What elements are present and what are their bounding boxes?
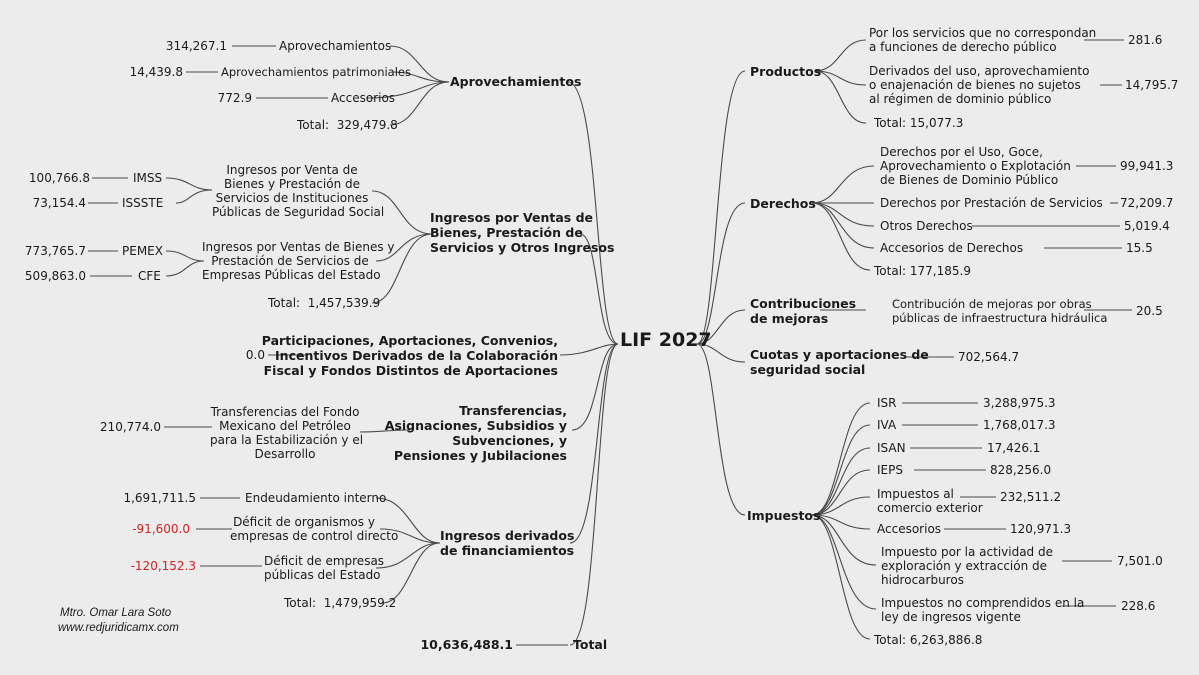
total-row: Total: 329,479.8	[297, 118, 398, 132]
cat-productos-title: Productos	[750, 64, 822, 79]
value: 100,766.8	[28, 171, 90, 185]
value-negative: -120,152.3	[130, 559, 196, 573]
value: 210,774.0	[99, 420, 161, 434]
cat-contribuciones-title: Contribuciones de mejoras	[750, 296, 857, 326]
value: 1,691,711.5	[123, 491, 196, 505]
credit-author: Mtro. Omar Lara Soto	[60, 607, 172, 619]
value: 99,941.3	[1120, 159, 1174, 173]
item-label: Accesorios	[877, 522, 942, 536]
value: 120,971.3	[1010, 522, 1072, 536]
value: 772.9	[217, 91, 252, 105]
item-label: Por los servicios que no correspondan a funciones de derecho público	[869, 26, 1097, 54]
center-title: LIF 2027	[620, 329, 712, 351]
item-label: Endeudamiento interno	[245, 491, 387, 505]
seguridad-social-label: Ingresos por Venta de Bienes y Prestación de Servicios de Instituciones Públicas de Seguridad Social	[212, 163, 385, 219]
value: 314,267.1	[165, 39, 227, 53]
value: 828,256.0	[990, 463, 1052, 477]
item-label: Derechos por el Uso, Goce, Aprovechamiento o Explotación de Bienes de Dominio Público	[880, 145, 1071, 187]
value: 14,795.7	[1125, 78, 1179, 92]
item-label: Aprovechamientos	[279, 39, 392, 53]
item-label: Derechos por Prestación de Servicios	[880, 196, 1103, 210]
grand-total-value: 10,636,488.1	[420, 637, 513, 652]
cat-financiamientos-title: Ingresos derivados de financiamientos	[440, 528, 575, 558]
value: 0.0	[245, 348, 265, 362]
empresas-label: Ingresos por Ventas de Bienes y Prestación de Servicios de Empresas Públicas del Estado	[202, 240, 395, 282]
value: 5,019.4	[1124, 219, 1170, 233]
item-label: Accesorios de Derechos	[880, 241, 1024, 255]
item-label: Otros Derechos	[880, 219, 973, 233]
value: 72,209.7	[1120, 196, 1174, 210]
item-label: PEMEX	[122, 244, 163, 258]
value: 509,863.0	[24, 269, 86, 283]
item-label: Déficit de empresas públicas del Estado	[264, 554, 385, 582]
value: 14,439.8	[129, 65, 183, 79]
item-label: Impuestos al comercio exterior	[877, 487, 983, 515]
item-label: Déficit de organismos y empresas de control directo	[230, 515, 399, 543]
total-row: Total: 1,457,539.9	[268, 296, 381, 310]
value: 7,501.0	[1117, 554, 1163, 568]
total-row: Total: 1,479,959.2	[284, 596, 397, 610]
value: 20.5	[1136, 304, 1163, 318]
item-label: ISSSTE	[122, 196, 164, 210]
value: 702,564.7	[958, 350, 1020, 364]
transferencias-item-label: Transferencias del Fondo Mexicano del Petróleo para la Estabilización y el Desarrollo	[210, 405, 364, 461]
total-row: Total: 15,077.3	[874, 116, 964, 130]
value: 228.6	[1121, 599, 1156, 613]
credit-site: www.redjuridicamx.com	[58, 622, 179, 634]
item-label: Aprovechamientos patrimoniales	[221, 65, 411, 79]
item-label: ISAN	[877, 441, 906, 455]
value: 3,288,975.3	[983, 396, 1056, 410]
value: 281.6	[1128, 33, 1163, 47]
cat-cuotas-title: Cuotas y aportaciones de seguridad social	[750, 347, 929, 377]
cat-aprovechamientos-title: Aprovechamientos	[450, 74, 582, 89]
item-label: IEPS	[877, 463, 903, 477]
grand-total-label: Total	[573, 637, 608, 652]
cat-impuestos-title: Impuestos	[747, 508, 821, 523]
item-label: Derivados del uso, aprovechamiento o enajenación de bienes no sujetos al régimen de dominio público	[869, 64, 1090, 106]
value: 773,765.7	[24, 244, 86, 258]
value: 73,154.4	[32, 196, 86, 210]
item-label: Accesorios	[331, 91, 396, 105]
item-label: Impuestos no comprendidos en la ley de ingresos vigente	[881, 596, 1085, 624]
total-row: Total: 6,263,886.8	[874, 633, 983, 647]
item-label: IMSS	[133, 171, 163, 185]
item-label: Impuesto por la actividad de exploración y extracción de hidrocarburos	[881, 545, 1053, 587]
cat-derechos-title: Derechos	[750, 196, 816, 211]
cat-transferencias-title: Transferencias, Asignaciones, Subsidios y Subvenciones, y Pensiones y Jubilaciones	[384, 403, 567, 463]
item-label: ISR	[877, 396, 897, 410]
item-label: IVA	[877, 418, 897, 432]
item-label: Contribución de mejoras por obras públicas de infraestructura hidráulica	[892, 297, 1108, 325]
total-row: Total: 177,185.9	[874, 264, 971, 278]
item-label: CFE	[138, 269, 161, 283]
value: 15.5	[1126, 241, 1153, 255]
value: 232,511.2	[1000, 490, 1062, 504]
cat-ventas-title: Ingresos por Ventas de Bienes, Prestación de Servicios y Otros Ingresos	[430, 210, 615, 255]
value: 17,426.1	[987, 441, 1041, 455]
value-negative: -91,600.0	[132, 522, 190, 536]
value: 1,768,017.3	[983, 418, 1056, 432]
cat-participaciones-title: Participaciones, Aportaciones, Convenios, Incentivos Derivados de la Colaboración Fiscal y Fondos Distintos de Aportaciones	[261, 333, 558, 378]
